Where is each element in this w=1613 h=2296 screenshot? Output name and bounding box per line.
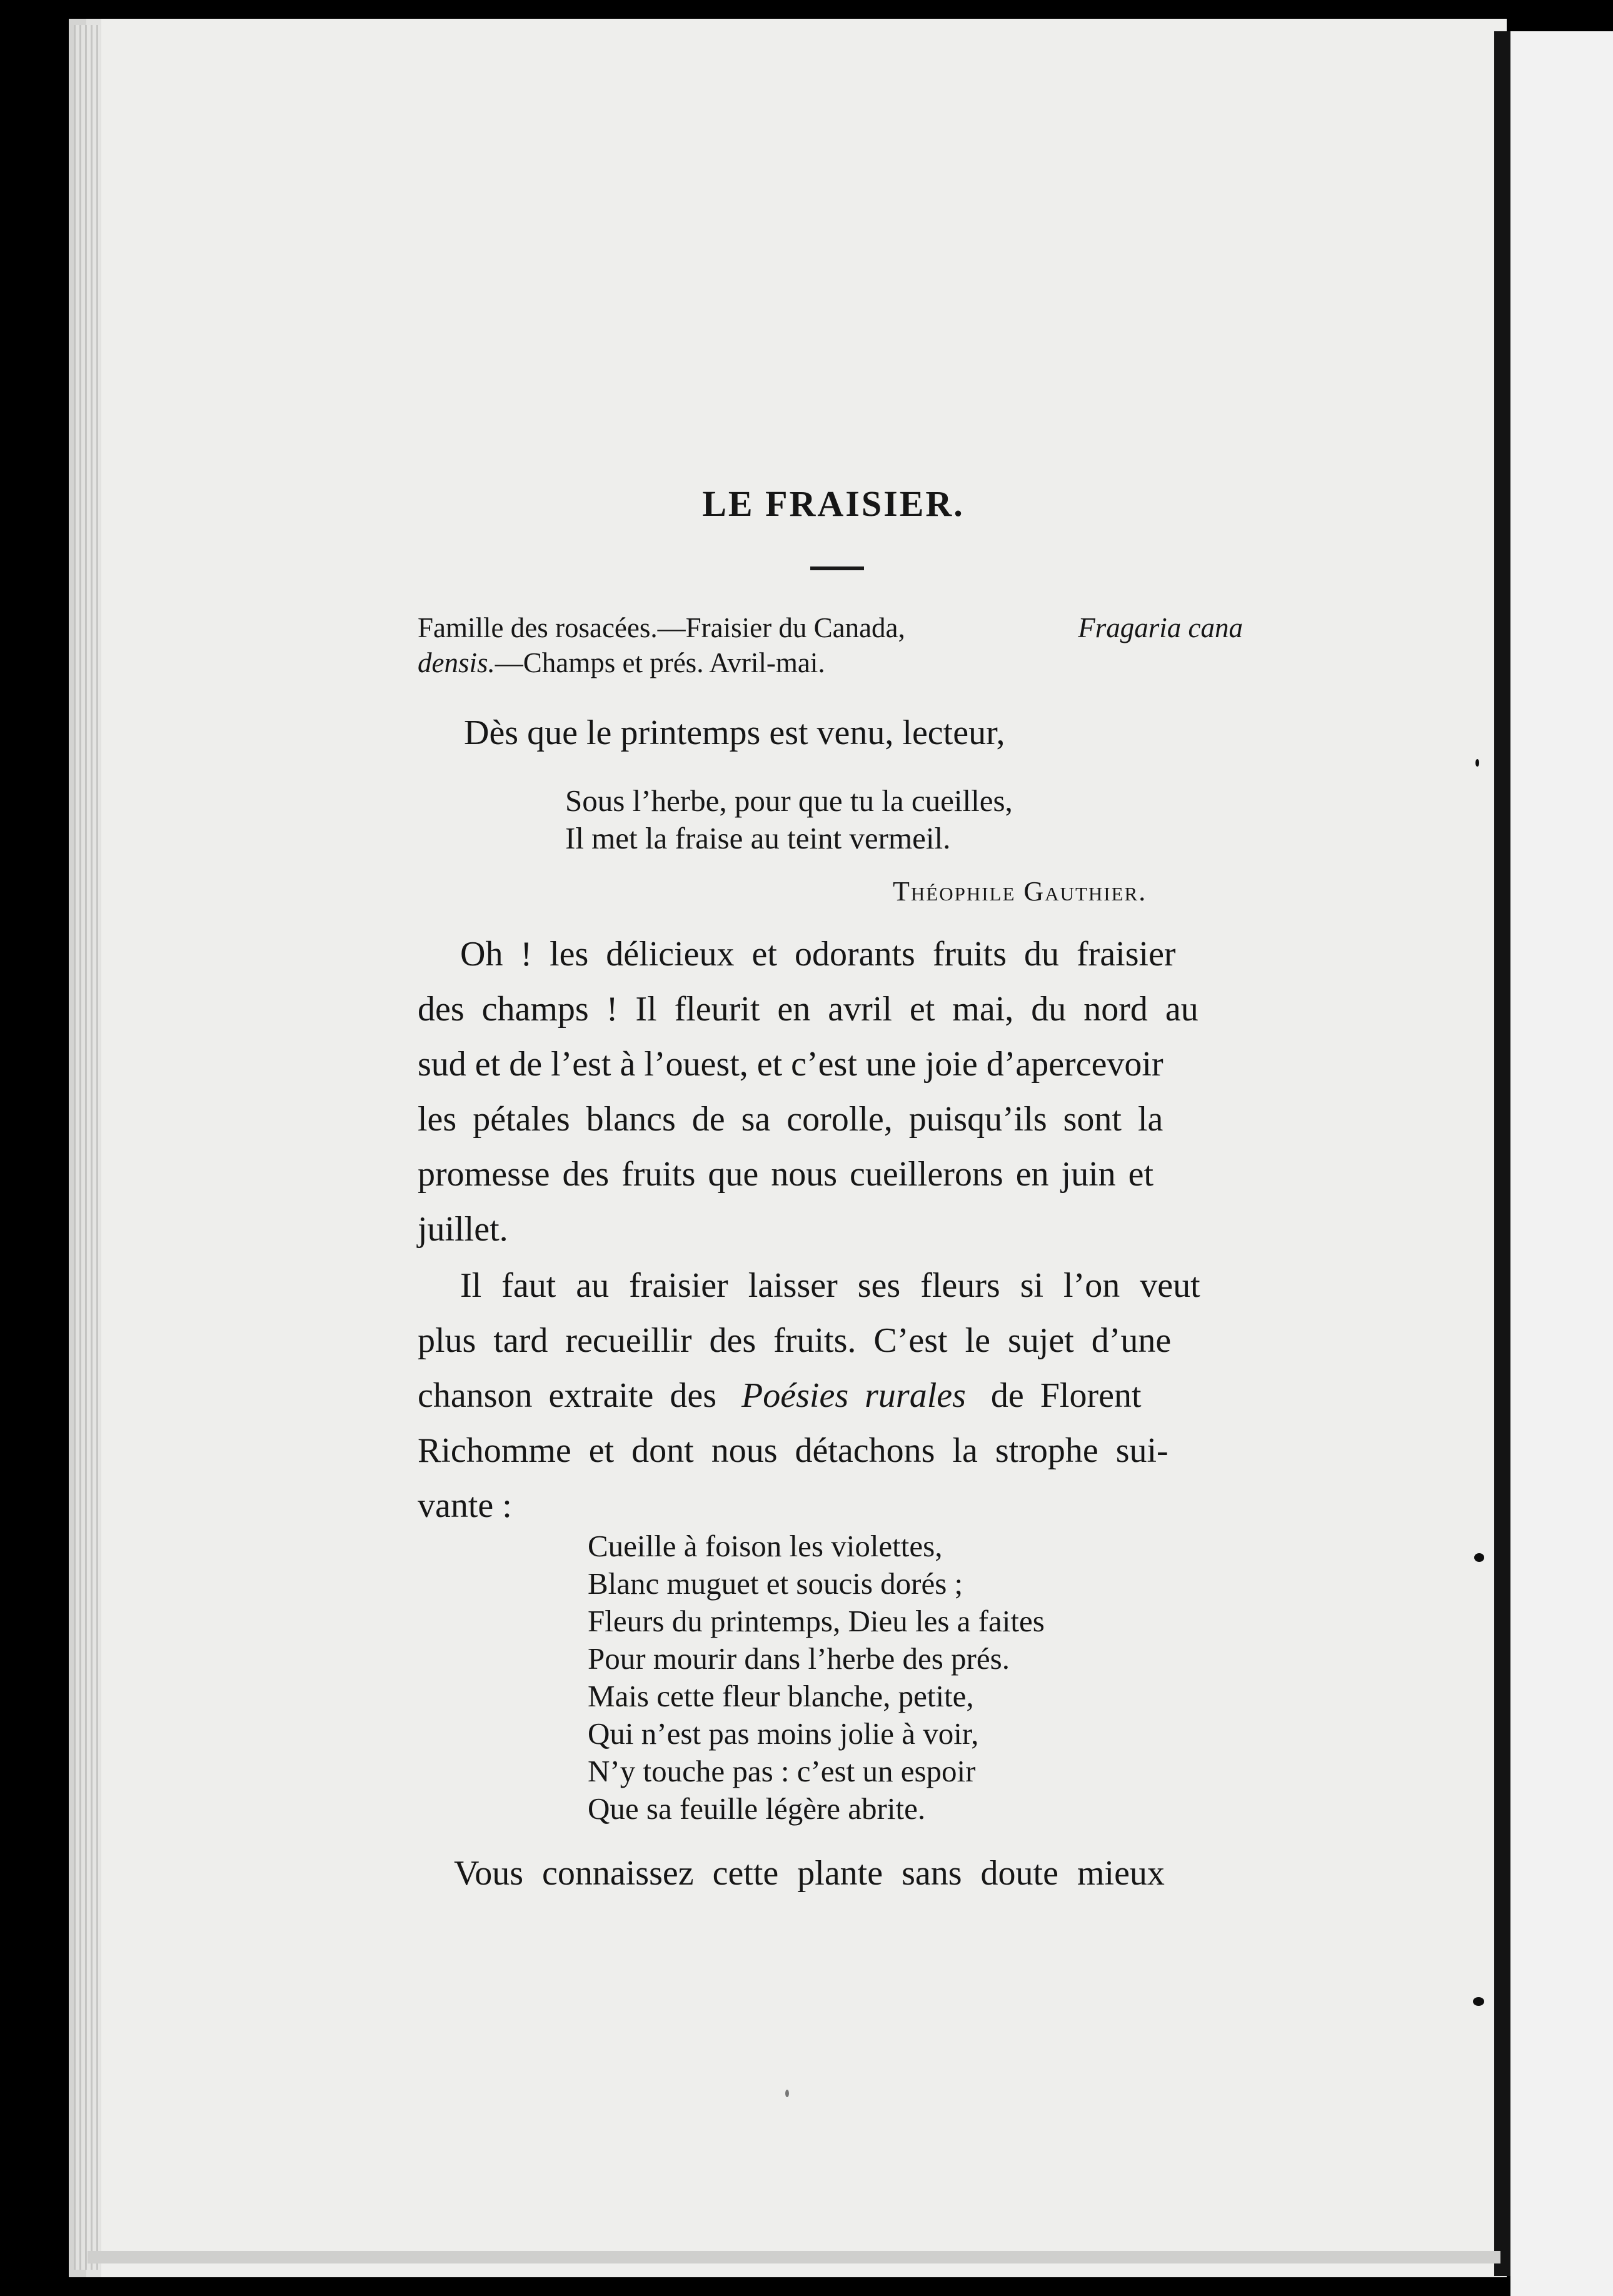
paragraph-1-line: juillet. (418, 1210, 508, 1249)
paragraph-2-line: Richomme et dont nous détachons la strophe sui- (418, 1431, 1168, 1470)
paragraph-1-line: les pétales blancs de sa corolle, puisqu’ils sont la (418, 1100, 1163, 1139)
scan-speck (1474, 1553, 1484, 1562)
poem-line: Que sa feuille légère abrite. (588, 1791, 926, 1826)
poem-line: Mais cette fleur blanche, petite, (588, 1679, 974, 1713)
paragraph-2-text: chanson extraite des (418, 1376, 717, 1415)
paragraph-1-line: promesse des fruits que nous cueillerons en juin et (418, 1155, 1154, 1194)
poem-line: Qui n’est pas moins jolie à voir, (588, 1716, 979, 1751)
book-spine (1494, 31, 1510, 2276)
poem-line: Pour mourir dans l’herbe des prés. (588, 1641, 1010, 1676)
paragraph-2-line: Il faut au fraisier laisser ses fleurs si l’on veut (460, 1266, 1200, 1305)
page-background (69, 19, 1507, 2277)
paragraph-2-line: vante : (418, 1486, 512, 1525)
closing-line: Vous connaissez cette plante sans doute mieux (454, 1854, 1165, 1893)
scan-speck (785, 2090, 789, 2097)
taxonomy-latin-end: densis. (418, 647, 495, 678)
paragraph-2-line (418, 1376, 1142, 1416)
epigraph-line: Il met la fraise au teint vermeil. (565, 821, 951, 855)
taxonomy-habitat: —Champs et prés. Avril-mai. (495, 647, 825, 678)
paragraph-2-line: plus tard recueillir des fruits. C’est le sujet d’une (418, 1321, 1172, 1360)
book-title: Poésies rurales (741, 1376, 966, 1415)
scan-speck (1475, 759, 1479, 767)
page-bottom-edge (88, 2251, 1500, 2263)
scan-speck (1473, 1997, 1484, 2006)
poem-line: N’y touche pas : c’est un espoir (588, 1754, 976, 1788)
title-rule (810, 566, 864, 570)
taxonomy-line-1 (418, 612, 1243, 644)
paragraph-2-text: de Florent (990, 1376, 1142, 1415)
poem-line: Blanc muguet et soucis dorés ; (588, 1566, 963, 1601)
epigraph-line: Sous l’herbe, pour que tu la cueilles, (565, 783, 1013, 818)
paragraph-1-line: Oh ! les délicieux et odorants fruits du fraisier (460, 935, 1176, 974)
paragraph-1-line: sud et de l’est à l’ouest, et c’est une joie d’apercevoir (418, 1045, 1163, 1084)
poem-line: Cueille à foison les violettes, (588, 1529, 943, 1563)
taxonomy-text: Famille des rosacées.—Fraisier du Canada, (418, 612, 905, 643)
poem-line: Fleurs du printemps, Dieu les a faites (588, 1604, 1045, 1638)
epigraph-line: Dès que le printemps est venu, lecteur, (464, 713, 1005, 752)
epigraph-author: Théophile Gauthier. (893, 876, 1147, 907)
page-stack-edge (74, 25, 100, 2270)
page-title: LE FRAISIER. (702, 483, 965, 524)
taxonomy-latin: Fragaria cana (1078, 612, 1243, 643)
taxonomy-line-2 (418, 647, 825, 679)
facing-page-edge (1510, 31, 1613, 2296)
paragraph-1-line: des champs ! Il fleurit en avril et mai, du nord au (418, 990, 1198, 1029)
